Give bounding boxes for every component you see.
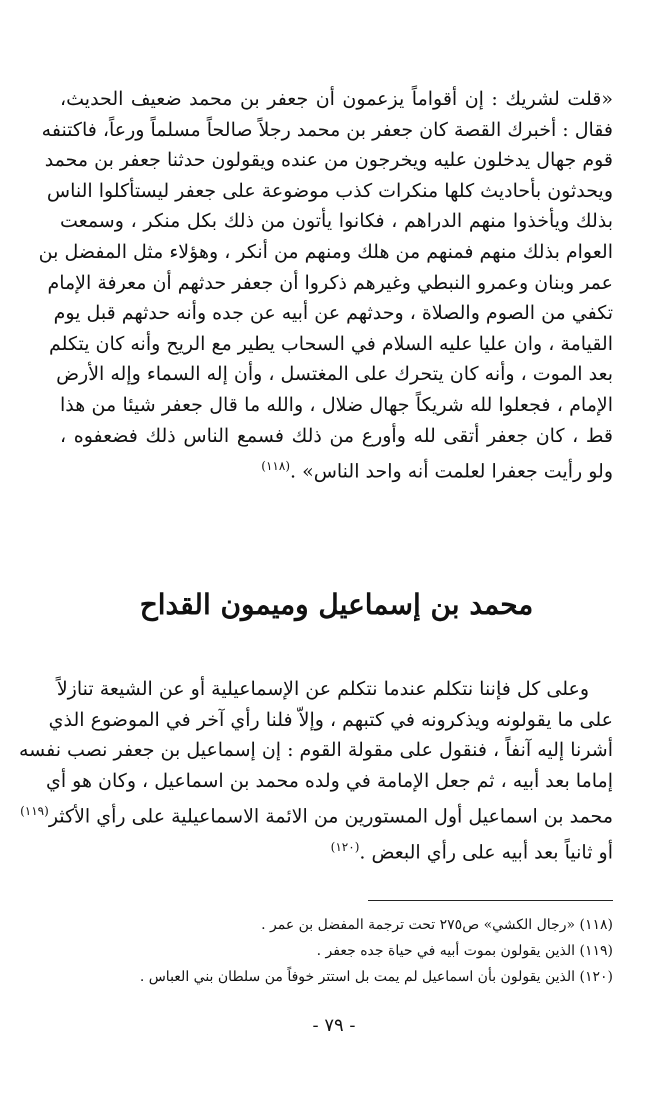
text-line: وعلى كل فإننا نتكلم عندما نتكلم عن الإسماعيلية أو عن الشيعة تنازلاً [56,678,589,700]
text-line: أشرنا إليه آنفاً ، فنقول على مقولة القوم : إن إسماعيل بن جعفر نصب نفسه [18,739,613,762]
text-line: الإمام ، فجعلوا لله شريكاً جهال ضلال ، والله ما قال جعفر شيئا من هذا [60,393,613,416]
text-line: «قلت لشريك : إن أقواماً يزعمون أن جعفر بن محمد ضعيف الحديث، [60,88,613,110]
footnote-divider [368,900,613,901]
text-line: القيامة ، وان عليا عليه السلام في السحاب يطير مع الريح وأنه كان يتكلم [49,332,613,355]
text-line-content: أو ثانياً بعد أبيه على رأي البعض . [359,841,613,864]
text-line: بعد الموت ، وأنه كان يتحرك على المغتسل ، وأن إله السماء وإله الأرض [56,363,613,386]
footnote-item: (١٢٠) الذين يقولون بأن اسماعيل لم يمت بل استتر خوفاً من سلطان بني العباس . [139,969,613,985]
footnotes [60,912,613,990]
quote-text [38,84,613,487]
text-line-content: محمد بن اسماعيل أول المستورين من الائمة الاسماعيلية على رأي الأكثر [48,805,613,828]
quote-paragraph [38,84,613,487]
text-line-last [60,832,613,868]
page-number: - ٧٩ - [312,1015,356,1036]
footnote-ref: (١٢٠) [330,840,360,855]
footnote-ref: (١١٩) [20,804,49,819]
footnote-item: (١١٨) «رجال الكشي» ص٢٧٥ تحت ترجمة المفضل بن عمر . [261,917,613,933]
text-line: تكفي من الصوم والصلاة ، وحدثهم عن أبيه عن جده وأنه حدثهم قبل يوم [53,302,613,325]
text-line: إماما بعد أبيه ، ثم جعل الإمامة في ولده محمد بن اسماعيل ، وكان هو أي [45,769,613,792]
text-line-last [60,451,613,487]
text-line: ويحدثون بأحاديث كلها منكرات كذب موضوعة على جعفر ليستأكلوا الناس [46,179,613,202]
text-line-content: ولو رأيت جعفرا لعلمت أنه واحد الناس» . [290,460,613,483]
text-line: عمر وبنان وعمرو النبطي وغيرهم ذكروا أن جعفر حدثهم أن معرفة الإمام [47,271,613,294]
text-line: فقال : أخبرك القصة كان جعفر بن محمد رجلاً صالحاً مسلماً ورعاً، فاكتنفه [41,118,613,141]
text-line: قوم جهال يدخلون عليه ويخرجون من عنده ويقولون حدثنا جعفر بن محمد [44,149,613,172]
text-line: قط ، كان جعفر أتقى لله وأورع من ذلك فسمع الناس ذلك فضعفوه ، [60,424,613,447]
body-paragraph [18,674,613,868]
footnote-item: (١١٩) الذين يقولون بموت أبيه في حياة جده جعفر . [316,943,613,959]
text-line-with-ref [20,796,613,832]
footnote-ref: (١١٨) [261,459,290,474]
text-line: العوام بذلك منهم فمنهم من هلك ومنهم من أنكر ، وهؤلاء مثل المفضل بن [38,240,613,263]
section-heading: محمد بن إسماعيل وميمون القداح [139,588,534,621]
text-line: بذلك ويأخذوا منهم الدراهم ، فكانوا يأتون من ذلك بكل منكر ، وسمعت [60,210,613,233]
text-line: على ما يقولونه ويذكرونه في كتبهم ، وإلاّ فلنا رأي آخر في الموضوع الذي [48,708,613,731]
